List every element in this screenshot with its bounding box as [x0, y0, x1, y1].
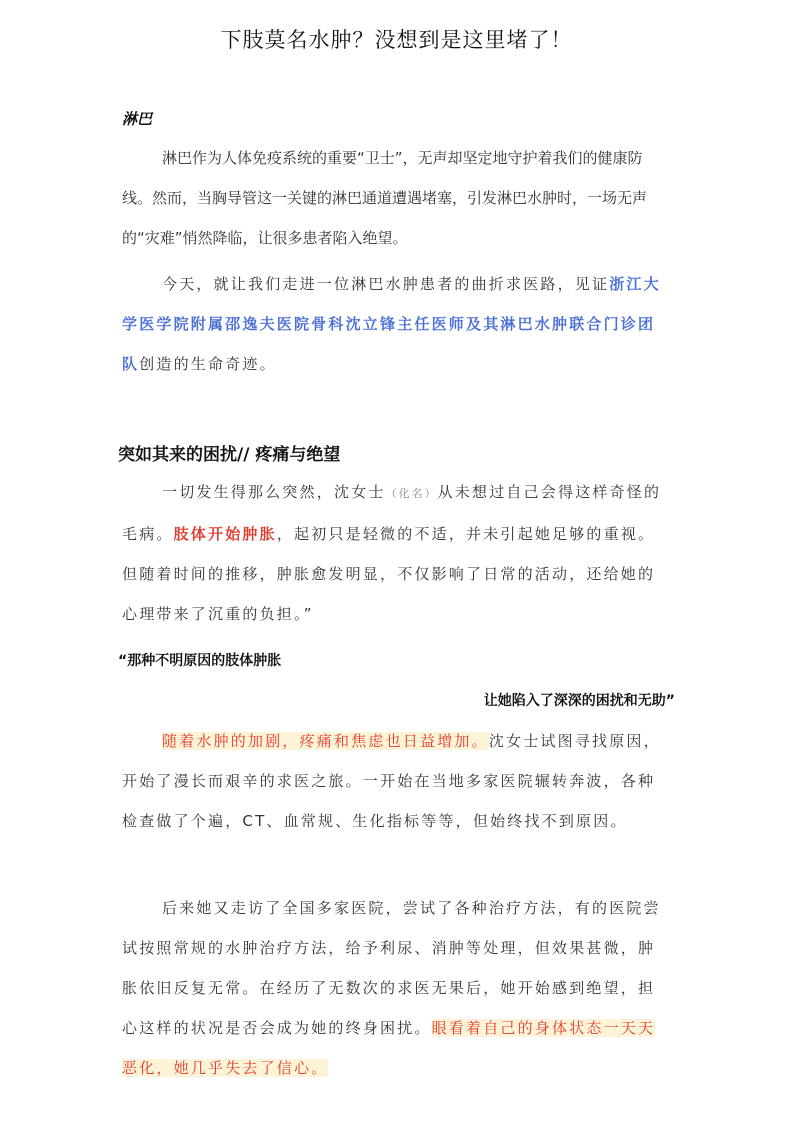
despair-text: 后来她又走访了全国多家医院，尝试了各种治疗方法，有的医院尝试按照常规的水肿治疗方法，给予利尿、消肿等处理，但效果甚微，肿胀依旧反复无常。在经历了无数次的求医无果后，她开始感到绝望，担心这样的状况是否会成为她的终身困扰。	[122, 899, 661, 1037]
despair-highlight: 眼看着自己的身体状态一天天恶化，她几乎失去了信心。	[122, 1019, 656, 1077]
story-intro-end: 创造的生命奇迹。	[139, 355, 277, 373]
onset-text-a: 一切发生得那么突然，沈女士	[162, 483, 386, 501]
pull-quote-left: “那种不明原因的肢体肿胀	[118, 653, 282, 669]
pull-quote-right: 让她陷入了深深的困扰和无助”	[483, 693, 675, 709]
story-intro-paragraph	[122, 264, 672, 384]
intro-paragraph	[122, 138, 672, 258]
onset-text-b: 从未想过自己会得这样奇怪的毛病。	[122, 483, 662, 543]
despair-paragraph	[122, 888, 672, 1088]
search-text: 沈女士试图寻找原因，开始了漫长而艰辛的求医之旅。一开始在当地多家医院辗转奔波，各种检查做了个遍，CT、血常规、生化指标等等，但始终找不到原因。	[122, 732, 661, 830]
lymph-label: 淋巴	[122, 110, 153, 128]
intro-text: 淋巴作为人体免疫系统的重要“卫士”，无声却坚定地守护着我们的健康防线。然而，当胸导管这一关键的淋巴通道遭遇堵塞，引发淋巴水肿时，一场无声的“灾难”悄然降临，让很多患者陷入绝望。	[122, 149, 648, 247]
alias-note: （化名）	[385, 487, 438, 500]
swelling-highlight: 肢体开始肿胀	[173, 525, 277, 543]
section-heading: 突如其来的困扰// 疼痛与绝望	[118, 445, 341, 465]
search-paragraph	[122, 721, 672, 841]
pain-highlight: 随着水肿的加剧，疼痛和焦虑也日益增加。	[162, 732, 489, 750]
team-name-highlight: 浙江大学医学院附属邵逸夫医院骨科沈立锋主任医师及其淋巴水肿联合门诊团队	[122, 275, 661, 373]
story-intro-text: 今天，就让我们走进一位淋巴水肿患者的曲折求医路，见证	[162, 275, 610, 293]
onset-paragraph	[122, 472, 672, 634]
article-title: 下肢莫名水肿？没想到是这里堵了！	[220, 28, 573, 52]
onset-text-c: ，起初只是轻微的不适，并未引起她足够的重视。但随着时间的推移，肿胀愈发明显，不仅影响了日常的活动，还给她的心理带来了沉重的负担。”	[122, 525, 656, 623]
